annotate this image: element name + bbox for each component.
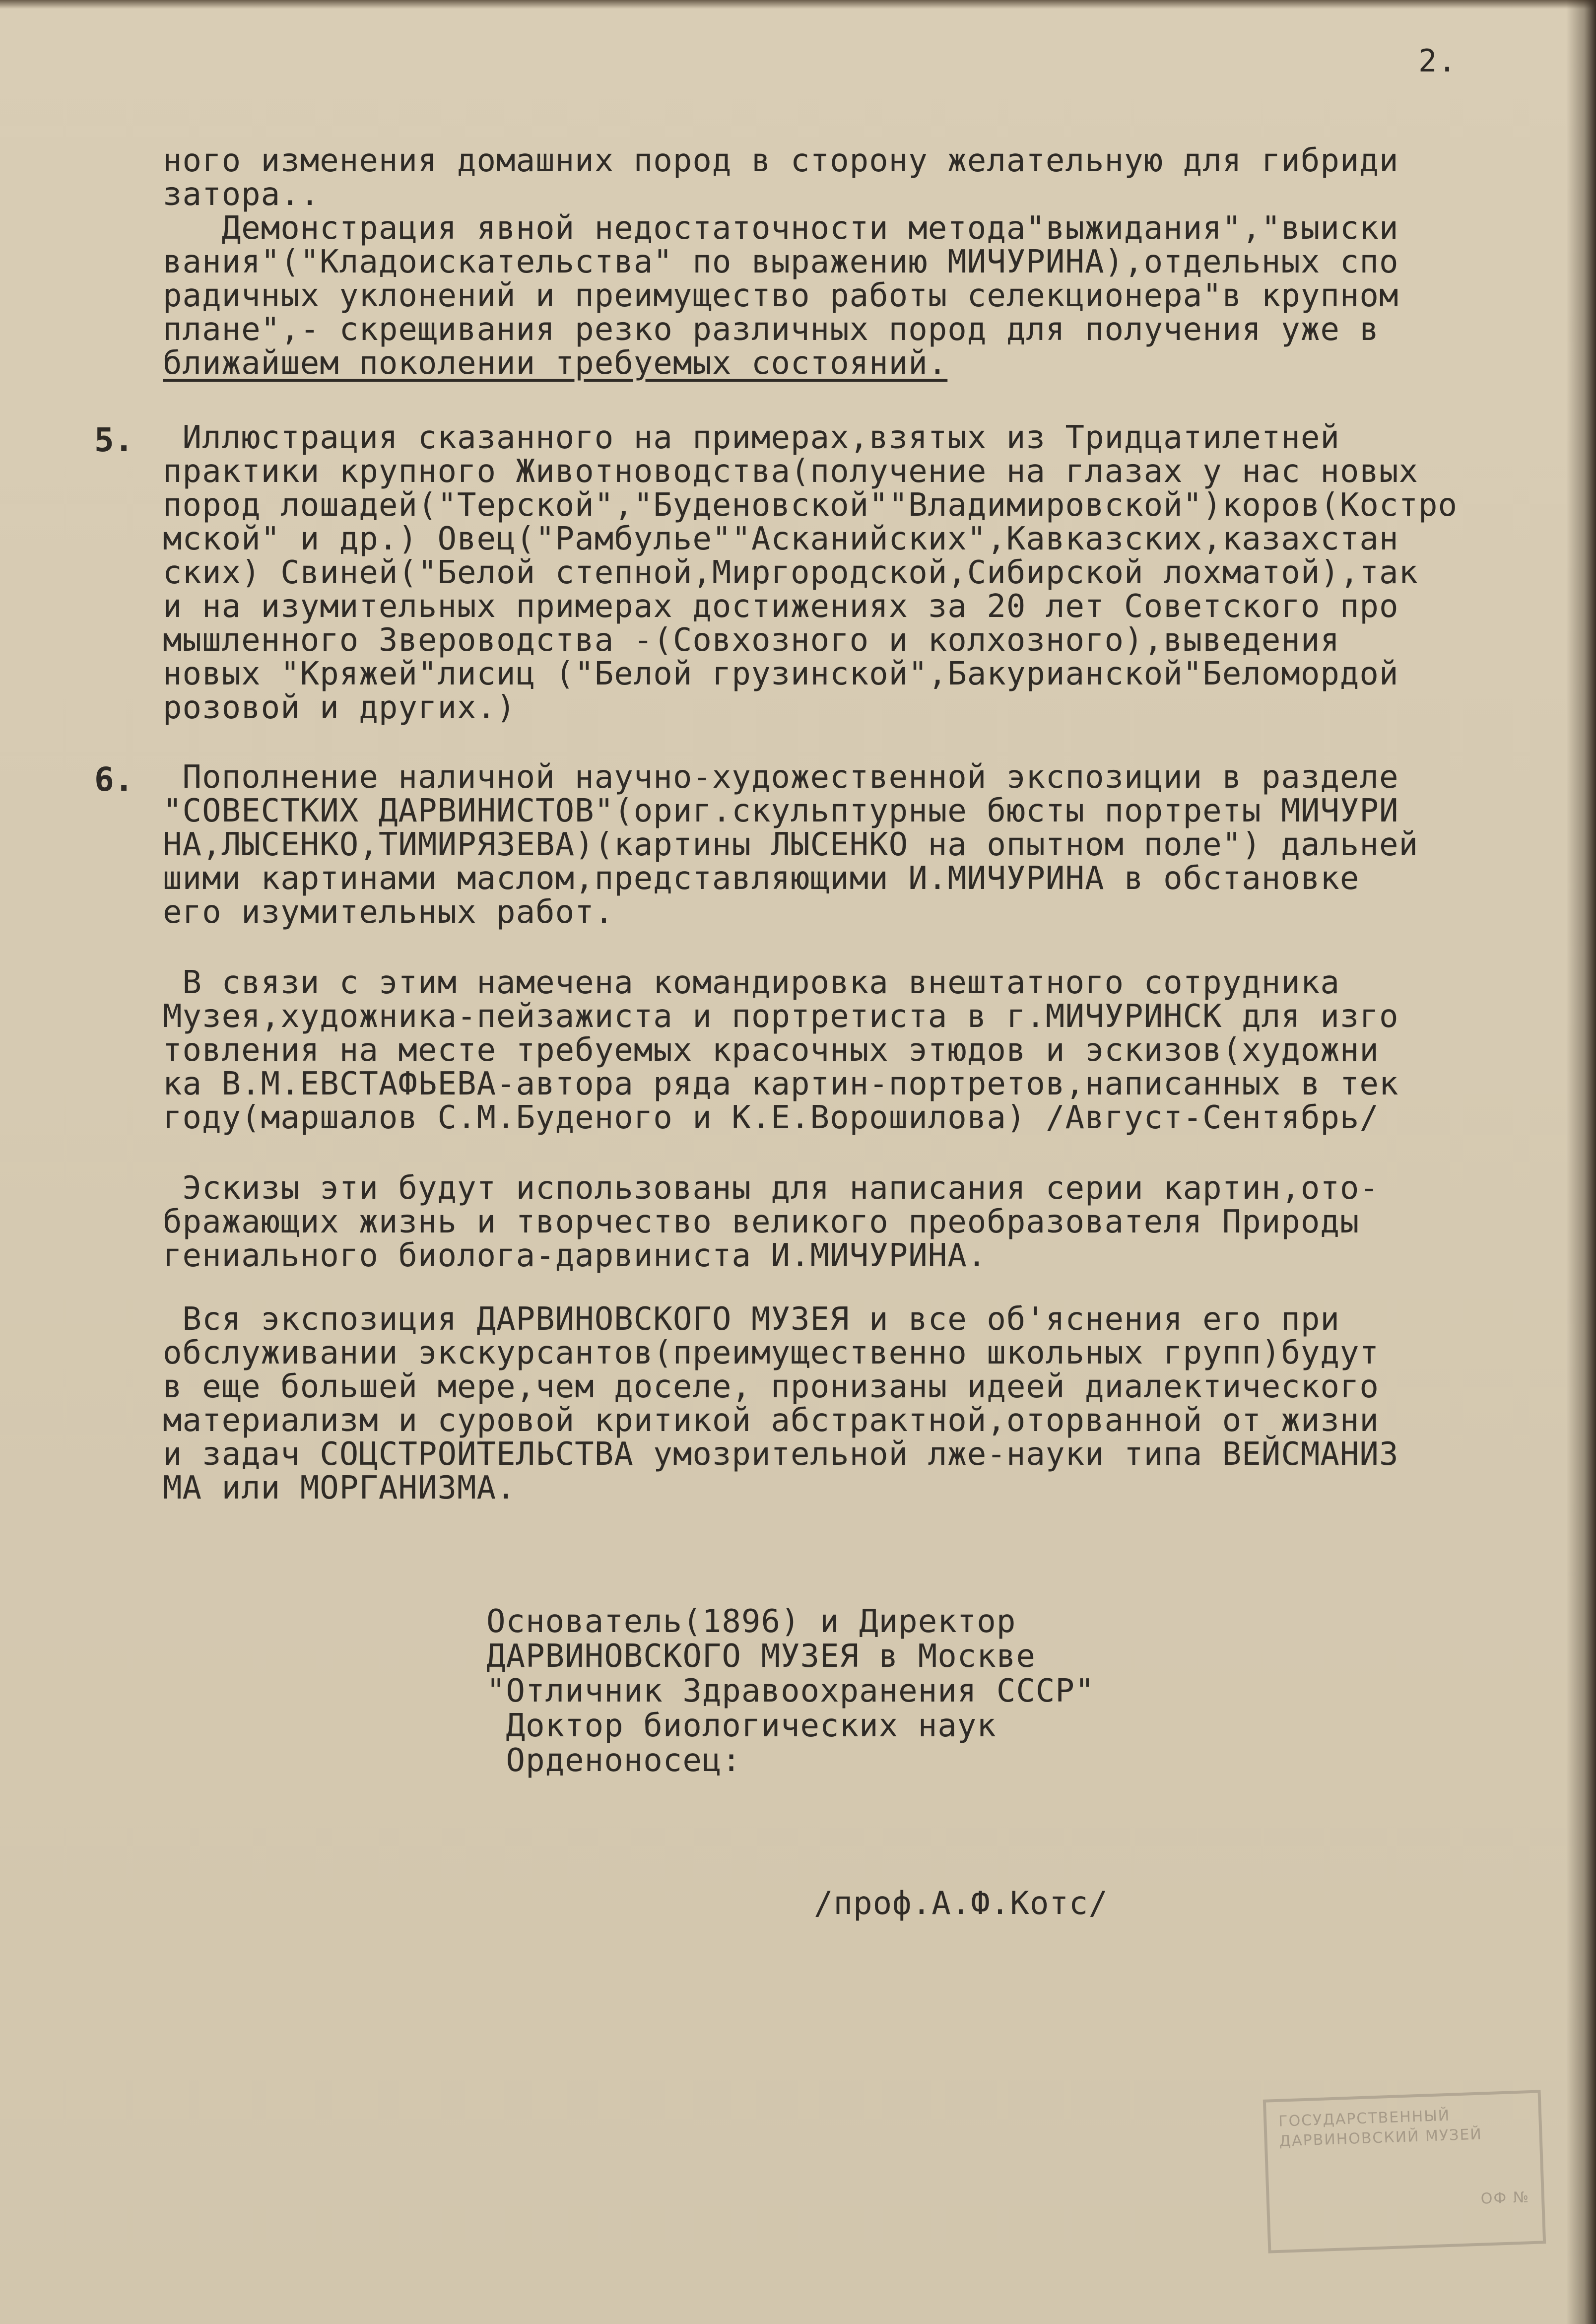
text-line: "СОВЕСТКИХ ДАРВИНИСТОВ"(ориг.скульптурные бюсты портреты МИЧУРИ [163,793,1399,829]
text-line: радичных уклонений и преимущество работы селекционера"в крупном [163,277,1399,314]
paragraph-exposition [163,1302,1582,1505]
signatory-name: /проф.А.Ф.Котс/ [814,1885,1108,1922]
text-line: пород лошадей("Терской","Буденовской""Владимировской")коров(Костро [163,487,1458,524]
text-line: плане",- скрещивания резко различных пород для получения уже в [163,311,1379,348]
text-line: Эскизы эти будут использованы для написания серии картин,ото- [163,1170,1379,1207]
paragraph-trip [163,966,1582,1135]
text-line: шими картинами маслом,представляющими И.МИЧУРИНА в обстановке [163,860,1360,897]
text-line: ских) Свиней("Белой степной,Миргородской,Сибирской лохматой),так [163,554,1418,591]
text-line: году(маршалов С.М.Буденого и К.Е.Ворошилова) /Август-Сентябрь/ [163,1099,1379,1136]
text-line-underlined: ближайшем поколении требуемых состояний. [163,345,948,382]
stamp-line: ОФ № [1480,2188,1530,2208]
stamp-line: ДАРВИНОВСКИЙ МУЗЕЙ [1279,2125,1483,2150]
text-line: вания"("Кладоискательства" по выражению МИЧУРИНА),отдельных спо [163,244,1399,280]
page-number: 2. [1418,43,1458,79]
text-line: затора.. [163,176,320,213]
signature-block [486,1604,1231,1778]
text-line: обслуживании экскурсантов(преимущественно школьных групп)будут [163,1335,1379,1371]
text-line: и на изумительных примерах достижениях за 20 лет Советского про [163,588,1399,625]
signature-line: "Отличник Здравоохранения СССР" [486,1673,1095,1709]
text-line: МА или МОРГАНИЗМА. [163,1470,516,1506]
text-line: мской" и др.) Овец("Рамбулье""Асканийских",Кавказских,казахстан [163,521,1399,557]
paragraph-sketches [163,1171,1582,1273]
text-line: Иллюстрация сказанного на примерах,взятых из Тридцатилетней [163,419,1340,456]
text-line: ка В.М.ЕВСТАФЬЕВА-автора ряда картин-портретов,написанных в тек [163,1066,1399,1102]
text-line: материализм и суровой критикой абстрактной,оторванной от жизни [163,1402,1379,1439]
text-line: ного изменения домашних пород в сторону желательную для гибриди [163,142,1399,179]
stamp-line: ГОСУДАРСТВЕННЫЙ [1278,2107,1451,2130]
text-line: гениального биолога-дарвиниста И.МИЧУРИНА. [163,1237,987,1274]
paragraph-item-5 [163,421,1582,725]
text-line: Демонстрация явной недостаточности метода"выжидания","выиски [163,210,1399,247]
signature-line: Основатель(1896) и Директор [486,1603,1016,1640]
text-line: мышленного Звероводства -(Совхозного и колхозного),выведения [163,622,1340,659]
page-edge-top [0,0,1596,9]
text-line: Пополнение наличной научно-художественной экспозиции в разделе [163,759,1399,796]
text-line: розовой и других.) [163,689,516,726]
text-line: В связи с этим намечена командировка внештатного сотрудника [163,964,1340,1001]
text-line: Вся экспозиция ДАРВИНОВСКОГО МУЗЕЯ и все об'яснения его при [163,1301,1340,1338]
item-number-5: 5. [94,421,134,459]
paragraph-item-6 [163,760,1582,929]
item-number-6: 6. [94,760,134,799]
text-line: НА,ЛЫСЕНКО,ТИМИРЯЗЕВА)(картины ЛЫСЕНКО на опытном поле") дальней [163,826,1418,863]
signature-line: Орденоносец: [486,1742,741,1779]
text-line: практики крупного Животноводства(получение на глазах у нас новых [163,453,1418,490]
text-line: бражающих жизнь и творчество великого преобразователя Природы [163,1204,1360,1240]
text-line: новых "Кряжей"лисиц ("Белой грузинской",Бакурианской"Беломордой [163,656,1399,692]
text-line: в еще большей мере,чем доселе, пронизаны идеей диалектического [163,1368,1379,1405]
text-line: и задач СОЦСТРОИТЕЛЬСТВА умозрительной лже-науки типа ВЕЙСМАНИЗ [163,1436,1399,1473]
paragraph-continuation [163,144,1582,380]
text-line: его изумительных работ. [163,894,614,931]
signature-line: ДАРВИНОВСКОГО МУЗЕЯ в Москве [486,1638,1036,1675]
text-line: Музея,художника-пейзажиста и портретиста в г.МИЧУРИНСК для изго [163,998,1399,1035]
text-line: товления на месте требуемых красочных этюдов и эскизов(художни [163,1032,1379,1069]
signature-line: Доктор биологических наук [486,1708,997,1744]
archive-stamp [1263,2090,1546,2253]
